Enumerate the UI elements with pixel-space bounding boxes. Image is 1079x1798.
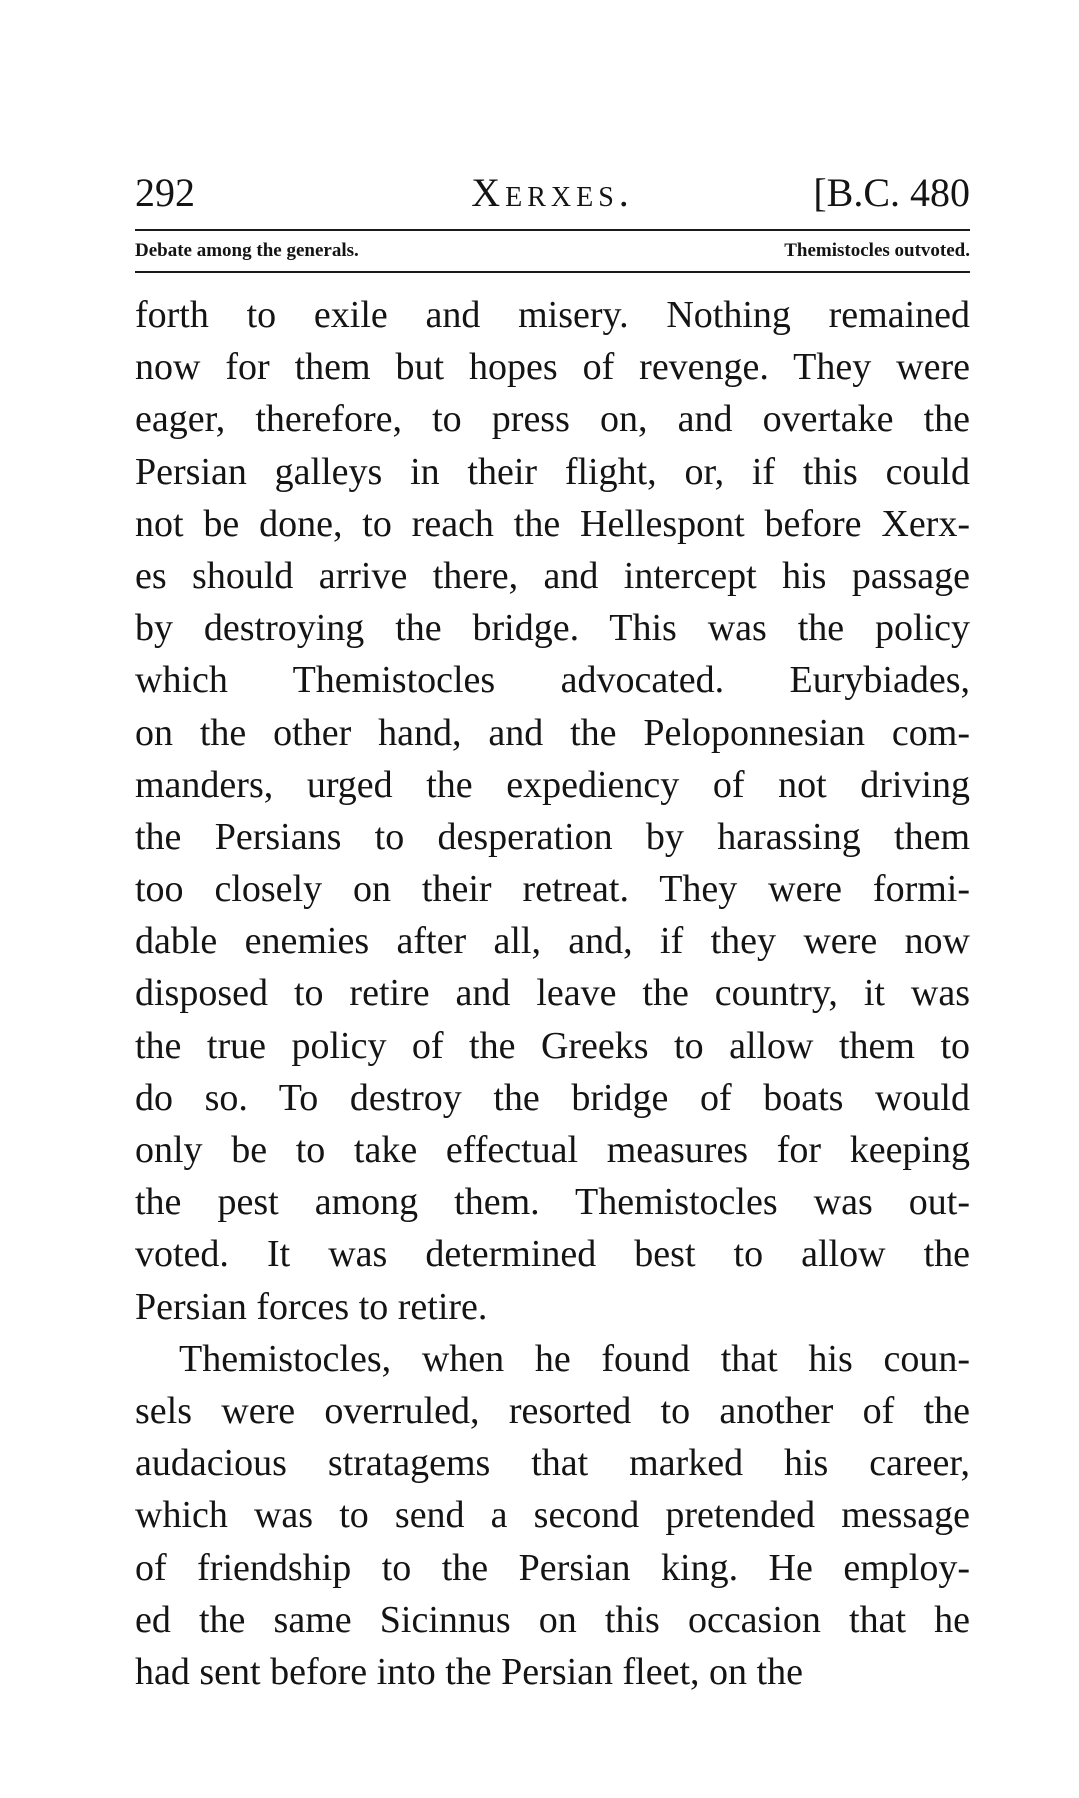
paragraph bbox=[135, 1333, 970, 1698]
running-header bbox=[135, 165, 970, 221]
text-line: which Themistocles advocated. Eurybiades, bbox=[135, 659, 970, 702]
text-line: the Persians to desperation by harassing them bbox=[135, 815, 970, 858]
header-date: [B.C. 480 bbox=[813, 170, 970, 215]
subheader-right: Themistocles outvoted. bbox=[784, 240, 970, 261]
paragraph bbox=[135, 289, 970, 1333]
text-line: which was to send a second pretended message bbox=[135, 1494, 970, 1537]
text-line: forth to exile and misery. Nothing remained bbox=[135, 294, 970, 336]
text-line: es should arrive there, and intercept his passage bbox=[135, 554, 970, 597]
text-line: disposed to retire and leave the country, it was bbox=[135, 972, 970, 1015]
text-line: audacious stratagems that marked his career, bbox=[135, 1442, 970, 1485]
text-line: voted. It was determined best to allow the bbox=[135, 1233, 970, 1276]
text-line: only be to take effectual measures for keeping bbox=[135, 1129, 970, 1171]
text-line: the pest among them. Themistocles was out- bbox=[135, 1181, 970, 1224]
text-line: now for them but hopes of revenge. They were bbox=[135, 346, 970, 389]
text-line: Persian forces to retire. bbox=[135, 1285, 488, 1328]
text-line: of friendship to the Persian king. He employ- bbox=[135, 1546, 970, 1589]
text-line: eager, therefore, to press on, and overtake the bbox=[135, 398, 970, 441]
header-rule-bottom bbox=[135, 271, 970, 273]
text-line: do so. To destroy the bridge of boats would bbox=[135, 1076, 970, 1119]
page-number: 292 bbox=[135, 170, 195, 215]
text-line: dable enemies after all, and, if they were now bbox=[135, 920, 970, 963]
text-line: Themistocles, when he found that his coun- bbox=[179, 1337, 970, 1380]
text-line: by destroying the bridge. This was the policy bbox=[135, 607, 970, 650]
text-line: not be done, to reach the Hellespont before Xerx- bbox=[135, 502, 970, 545]
text-line: on the other hand, and the Peloponnesian com- bbox=[135, 711, 970, 754]
text-line: the true policy of the Greeks to allow them to bbox=[135, 1024, 970, 1067]
text-line: manders, urged the expediency of not driving bbox=[135, 763, 970, 806]
subheader-left: Debate among the generals. bbox=[135, 240, 359, 261]
text-line: Persian galleys in their flight, or, if this could bbox=[135, 450, 970, 493]
book-page bbox=[135, 165, 970, 1698]
text-line: too closely on their retreat. They were formi- bbox=[135, 868, 970, 911]
marginal-subheader bbox=[135, 231, 970, 271]
text-line: had sent before into the Persian fleet, on the bbox=[135, 1650, 803, 1693]
text-line: sels were overruled, resorted to another of the bbox=[135, 1389, 970, 1432]
body-text bbox=[135, 289, 970, 1698]
running-title: Xerxes. bbox=[471, 170, 634, 215]
text-line: ed the same Sicinnus on this occasion that he bbox=[135, 1598, 970, 1641]
